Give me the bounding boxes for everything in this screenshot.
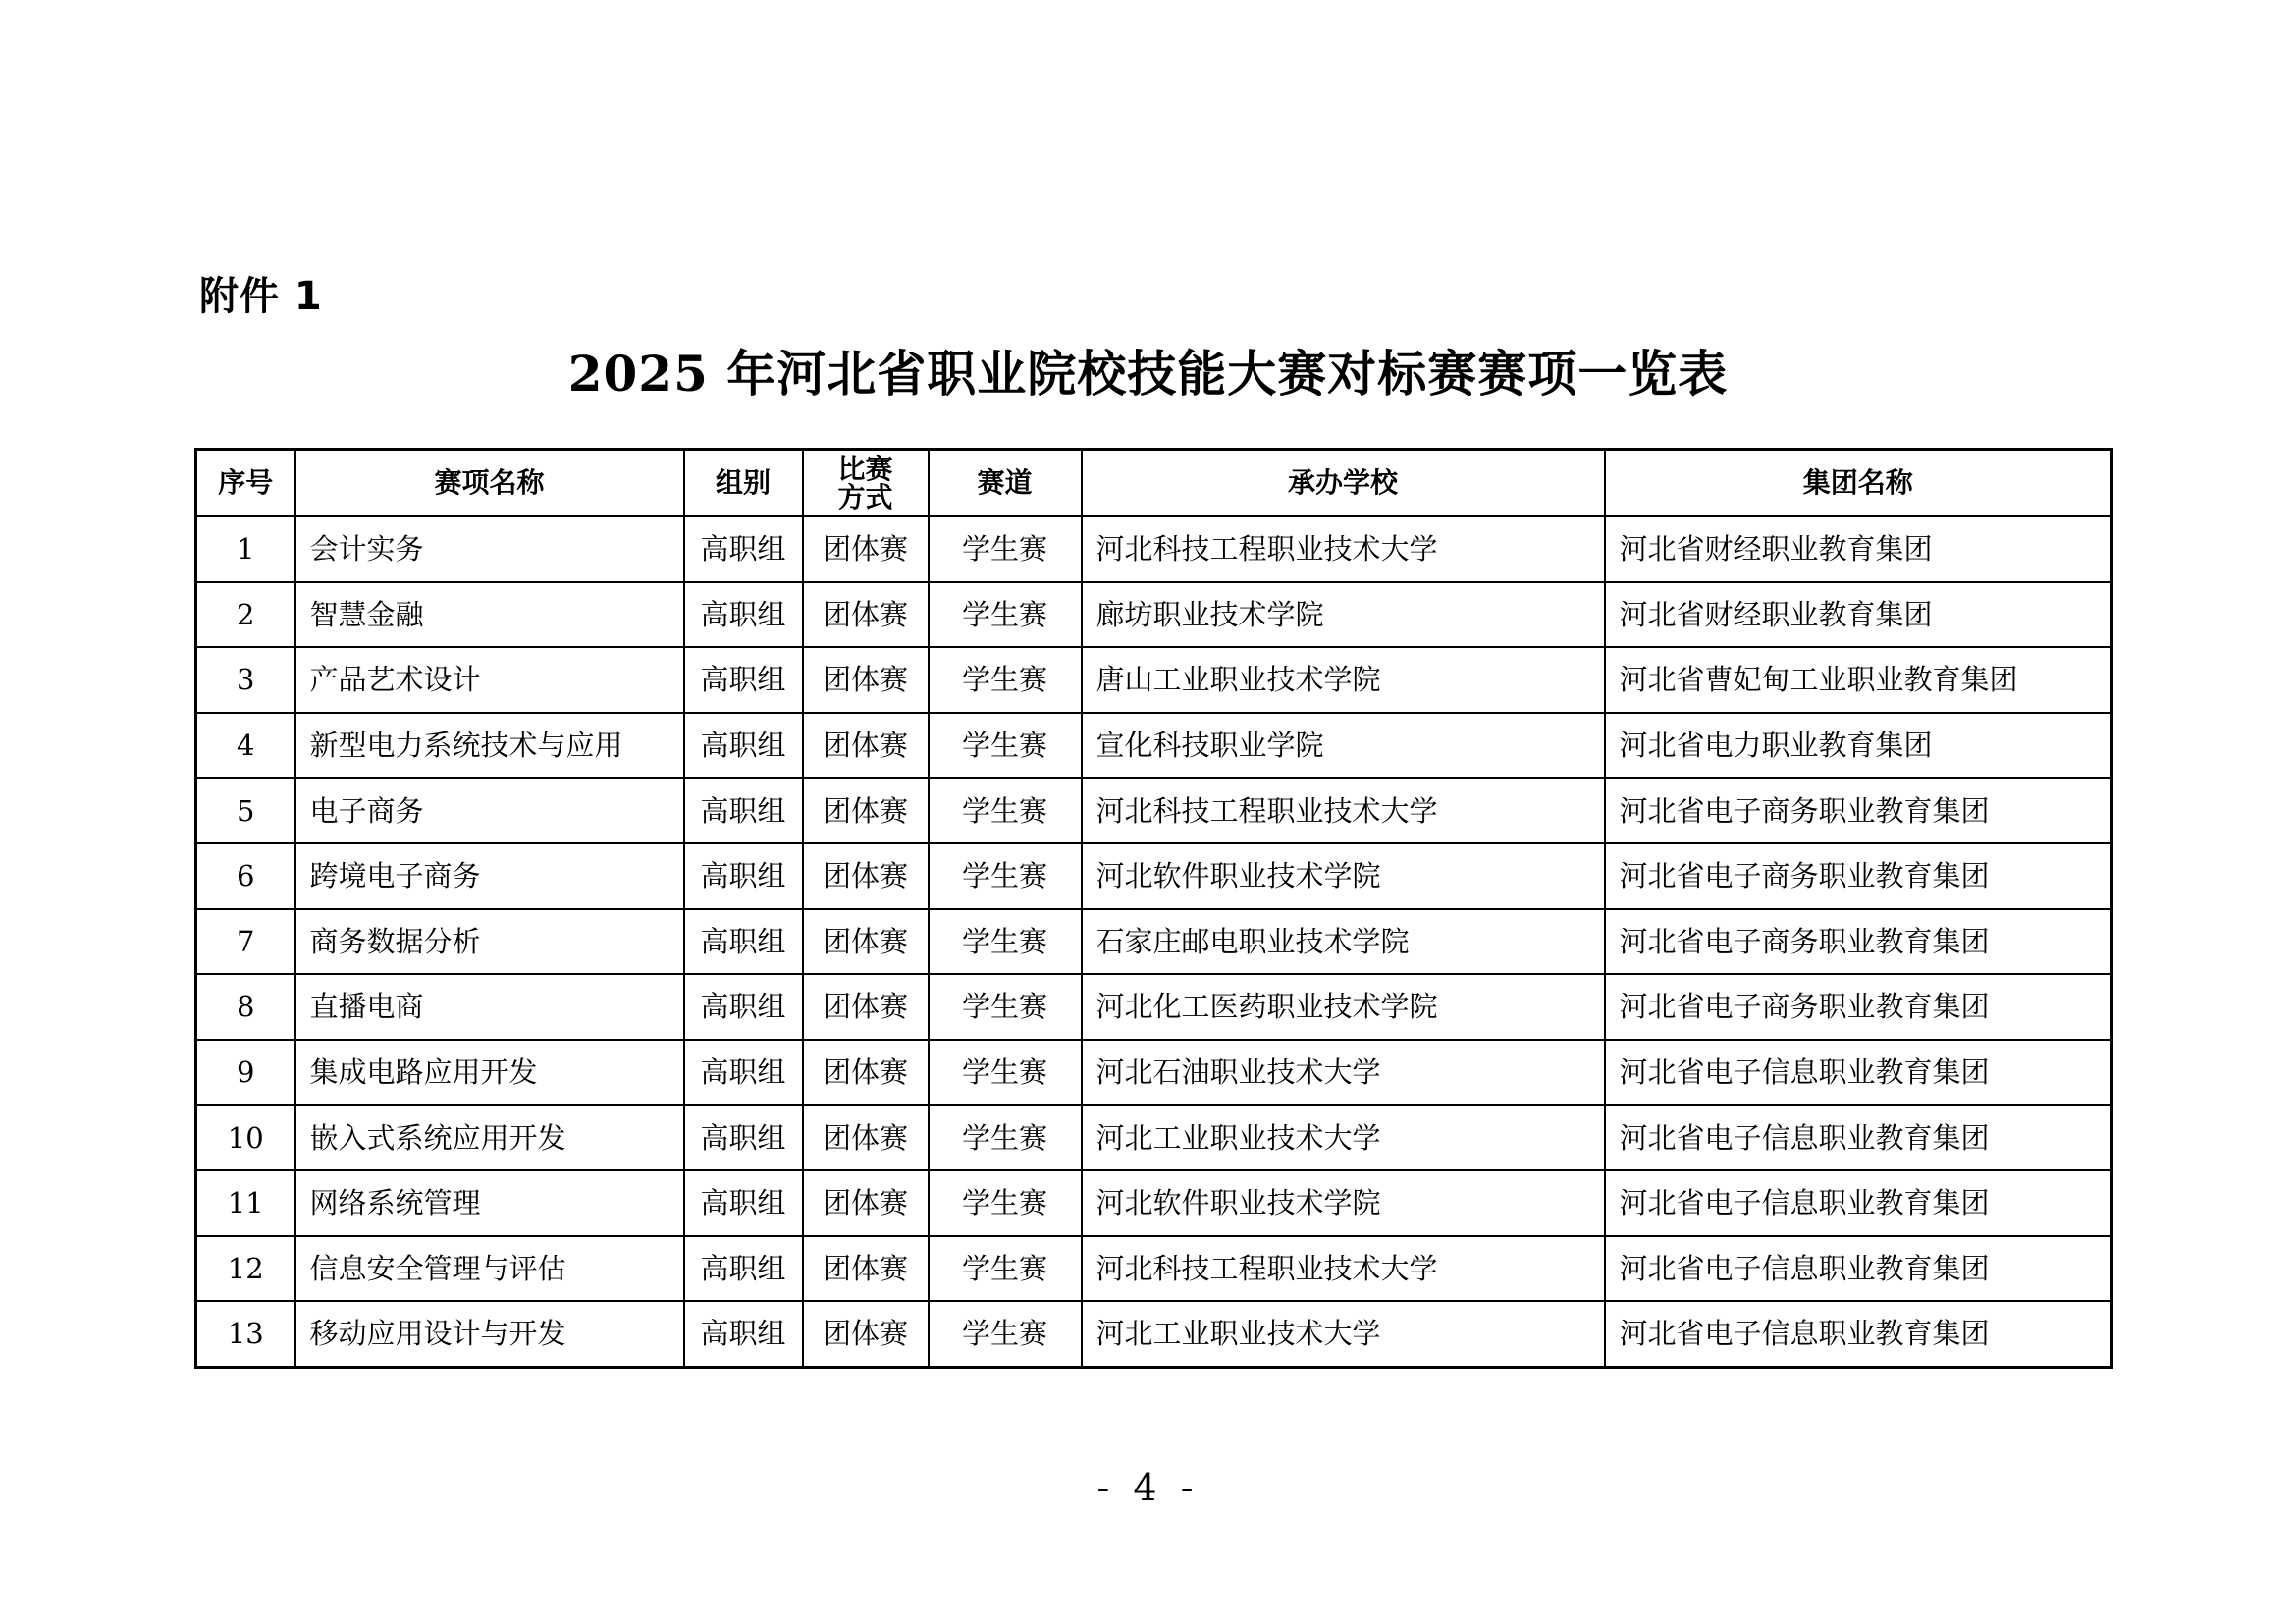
cell-group: 高职组 xyxy=(684,713,803,779)
cell-track: 学生赛 xyxy=(929,1301,1082,1367)
cell-mode: 团体赛 xyxy=(803,713,929,779)
cell-school: 河北工业职业技术大学 xyxy=(1082,1301,1605,1367)
cell-name: 新型电力系统技术与应用 xyxy=(295,713,684,779)
header-name: 赛项名称 xyxy=(295,450,684,517)
cell-track: 学生赛 xyxy=(929,778,1082,843)
table-row xyxy=(196,778,2112,843)
cell-name: 信息安全管理与评估 xyxy=(295,1236,684,1302)
cell-group: 高职组 xyxy=(684,647,803,713)
cell-school: 河北科技工程职业技术大学 xyxy=(1082,1236,1605,1302)
cell-school: 廊坊职业技术学院 xyxy=(1082,582,1605,648)
header-no: 序号 xyxy=(196,450,295,517)
cell-no: 1 xyxy=(196,516,295,582)
table-row xyxy=(196,843,2112,909)
cell-alliance: 河北省电子信息职业教育集团 xyxy=(1605,1236,2112,1302)
table-row xyxy=(196,1236,2112,1302)
cell-track: 学生赛 xyxy=(929,1236,1082,1302)
cell-school: 河北科技工程职业技术大学 xyxy=(1082,516,1605,582)
table-row xyxy=(196,1040,2112,1106)
cell-no: 12 xyxy=(196,1236,295,1302)
cell-name: 智慧金融 xyxy=(295,582,684,648)
cell-name: 商务数据分析 xyxy=(295,909,684,975)
table-row xyxy=(196,516,2112,582)
cell-mode: 团体赛 xyxy=(803,909,929,975)
cell-track: 学生赛 xyxy=(929,582,1082,648)
cell-alliance: 河北省电子信息职业教育集团 xyxy=(1605,1105,2112,1170)
cell-school: 石家庄邮电职业技术学院 xyxy=(1082,909,1605,975)
document-title: 2025 年河北省职业院校技能大赛对标赛赛项一览表 xyxy=(567,345,1729,403)
table-row xyxy=(196,974,2112,1040)
cell-name: 产品艺术设计 xyxy=(295,647,684,713)
attachment-label: 附件 1 xyxy=(199,274,323,319)
cell-no: 11 xyxy=(196,1170,295,1236)
cell-name: 电子商务 xyxy=(295,778,684,843)
cell-track: 学生赛 xyxy=(929,909,1082,975)
cell-alliance: 河北省财经职业教育集团 xyxy=(1605,582,2112,648)
cell-school: 河北软件职业技术学院 xyxy=(1082,1170,1605,1236)
cell-mode: 团体赛 xyxy=(803,1236,929,1302)
cell-mode: 团体赛 xyxy=(803,843,929,909)
cell-no: 10 xyxy=(196,1105,295,1170)
table-row xyxy=(196,1105,2112,1170)
cell-school: 宣化科技职业学院 xyxy=(1082,713,1605,779)
cell-group: 高职组 xyxy=(684,778,803,843)
cell-name: 直播电商 xyxy=(295,974,684,1040)
cell-group: 高职组 xyxy=(684,1170,803,1236)
header-track: 赛道 xyxy=(929,450,1082,517)
header-group: 组别 xyxy=(684,450,803,517)
table-body xyxy=(196,516,2112,1367)
cell-mode: 团体赛 xyxy=(803,1105,929,1170)
cell-alliance: 河北省电力职业教育集团 xyxy=(1605,713,2112,779)
cell-school: 河北软件职业技术学院 xyxy=(1082,843,1605,909)
cell-no: 4 xyxy=(196,713,295,779)
events-table xyxy=(194,448,2113,1369)
cell-name: 移动应用设计与开发 xyxy=(295,1301,684,1367)
cell-alliance: 河北省电子商务职业教育集团 xyxy=(1605,909,2112,975)
header-mode-line2: 方式 xyxy=(837,481,893,514)
cell-track: 学生赛 xyxy=(929,1040,1082,1106)
cell-group: 高职组 xyxy=(684,909,803,975)
cell-group: 高职组 xyxy=(684,1301,803,1367)
cell-track: 学生赛 xyxy=(929,1170,1082,1236)
cell-alliance: 河北省电子信息职业教育集团 xyxy=(1605,1040,2112,1106)
cell-track: 学生赛 xyxy=(929,1105,1082,1170)
cell-school: 唐山工业职业技术学院 xyxy=(1082,647,1605,713)
cell-no: 5 xyxy=(196,778,295,843)
cell-alliance: 河北省财经职业教育集团 xyxy=(1605,516,2112,582)
cell-group: 高职组 xyxy=(684,516,803,582)
table-row xyxy=(196,582,2112,648)
cell-mode: 团体赛 xyxy=(803,582,929,648)
cell-mode: 团体赛 xyxy=(803,1040,929,1106)
cell-no: 2 xyxy=(196,582,295,648)
cell-track: 学生赛 xyxy=(929,974,1082,1040)
cell-alliance: 河北省曹妃甸工业职业教育集团 xyxy=(1605,647,2112,713)
cell-mode: 团体赛 xyxy=(803,778,929,843)
cell-no: 8 xyxy=(196,974,295,1040)
cell-track: 学生赛 xyxy=(929,647,1082,713)
cell-school: 河北科技工程职业技术大学 xyxy=(1082,778,1605,843)
header-school: 承办学校 xyxy=(1082,450,1605,517)
cell-name: 集成电路应用开发 xyxy=(295,1040,684,1106)
cell-alliance: 河北省电子商务职业教育集团 xyxy=(1605,843,2112,909)
table-row xyxy=(196,1301,2112,1367)
cell-alliance: 河北省电子信息职业教育集团 xyxy=(1605,1301,2112,1367)
table-row xyxy=(196,713,2112,779)
header-mode xyxy=(803,450,929,517)
cell-mode: 团体赛 xyxy=(803,647,929,713)
cell-mode: 团体赛 xyxy=(803,1170,929,1236)
cell-name: 跨境电子商务 xyxy=(295,843,684,909)
header-alliance: 集团名称 xyxy=(1605,450,2112,517)
cell-alliance: 河北省电子信息职业教育集团 xyxy=(1605,1170,2112,1236)
cell-group: 高职组 xyxy=(684,582,803,648)
table-row xyxy=(196,909,2112,975)
cell-name: 会计实务 xyxy=(295,516,684,582)
page-number: - 4 - xyxy=(1096,1466,1200,1509)
cell-group: 高职组 xyxy=(684,1105,803,1170)
header-mode-line1: 比赛 xyxy=(837,453,893,485)
cell-alliance: 河北省电子商务职业教育集团 xyxy=(1605,974,2112,1040)
header-row xyxy=(196,450,2112,517)
cell-name: 嵌入式系统应用开发 xyxy=(295,1105,684,1170)
cell-group: 高职组 xyxy=(684,1040,803,1106)
cell-no: 7 xyxy=(196,909,295,975)
table-row xyxy=(196,1170,2112,1236)
cell-track: 学生赛 xyxy=(929,516,1082,582)
cell-group: 高职组 xyxy=(684,1236,803,1302)
cell-school: 河北化工医药职业技术学院 xyxy=(1082,974,1605,1040)
cell-track: 学生赛 xyxy=(929,843,1082,909)
cell-group: 高职组 xyxy=(684,974,803,1040)
cell-school: 河北工业职业技术大学 xyxy=(1082,1105,1605,1170)
cell-mode: 团体赛 xyxy=(803,516,929,582)
cell-no: 13 xyxy=(196,1301,295,1367)
table-header xyxy=(196,450,2112,517)
cell-school: 河北石油职业技术大学 xyxy=(1082,1040,1605,1106)
table-row xyxy=(196,647,2112,713)
cell-alliance: 河北省电子商务职业教育集团 xyxy=(1605,778,2112,843)
cell-no: 3 xyxy=(196,647,295,713)
cell-group: 高职组 xyxy=(684,843,803,909)
cell-no: 6 xyxy=(196,843,295,909)
cell-track: 学生赛 xyxy=(929,713,1082,779)
cell-mode: 团体赛 xyxy=(803,974,929,1040)
cell-mode: 团体赛 xyxy=(803,1301,929,1367)
cell-name: 网络系统管理 xyxy=(295,1170,684,1236)
cell-no: 9 xyxy=(196,1040,295,1106)
